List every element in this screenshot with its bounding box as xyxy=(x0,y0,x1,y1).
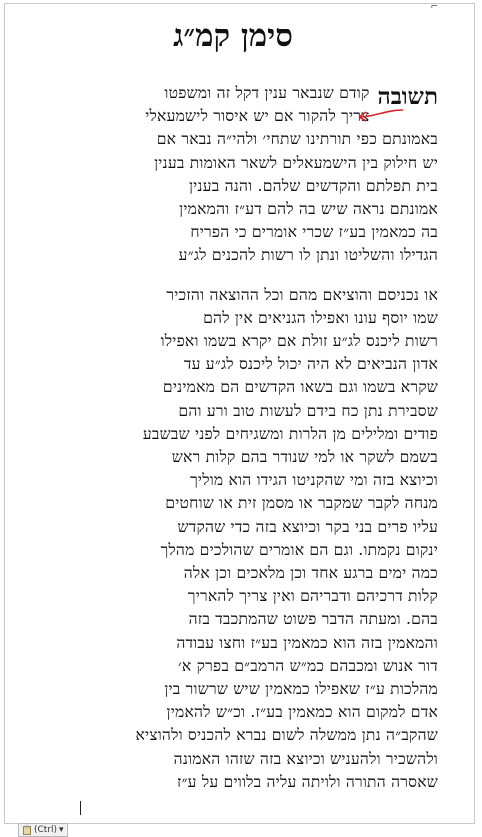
text-line: בשמם לשקר או למי שנודר בהם קלות ראש xyxy=(171,448,438,467)
text-line: פודים ומלילים מן הלרות ומשגיחים לפני שבשבע xyxy=(142,424,438,443)
text-line: שהקב״ה נתן ממשלה לשום נברא להכניס ולהוציא xyxy=(135,726,438,745)
text-line: רשות ליכנס לג״ע זולת אם יקרא בשמו ואפילו xyxy=(160,332,438,351)
text-line: בית תפלתם והקדשים שלהם. והנה בענין xyxy=(188,176,438,195)
red-arrow-icon xyxy=(355,104,405,124)
chevron-down-icon: ▾ xyxy=(59,825,64,835)
corner-mark: ⌐ xyxy=(430,2,438,12)
text-line: הגדילו והשליטו ונתן לו רשות להכנים לג״ע xyxy=(178,246,438,265)
text-line: יש חילוק בין הישמעאלים לשאר האומות בענין xyxy=(154,153,438,172)
text-line: בהם. ומעתה הדבר פשוט שהמתכבד בזה xyxy=(188,610,438,629)
text-line: צריך להקור אם יש איסור לישמעאלי xyxy=(145,107,370,126)
text-line: באמונתם כפי תורתינו שתחי׳ ולהי״ה נבאר אם xyxy=(156,130,438,149)
text-line: אמונתם נראה שיש בה להם דע״ז והמאמין xyxy=(179,200,438,219)
text-line: ינקום נקמתו. וגם הם אומרים שהולכים מהלך xyxy=(160,540,438,559)
text-line: וכיוצא בזה ומי שהקניטו הגידו הוא מוליך xyxy=(190,471,438,490)
text-line: דור אנוש ומכבהם כמ״ש הרמב״ם בפרק א׳ xyxy=(178,656,438,675)
page-title: סימן קמ״ג xyxy=(173,18,293,54)
text-line: קלות דרכיהם ודבריהם ואין צריך להאריך xyxy=(187,587,438,606)
text-line: שמו יוסף עונו ואפילו הגניאים אין להם xyxy=(203,308,438,327)
text-line: שאסרה התורה ולויתה עליה בלווים על ע״ז xyxy=(177,772,438,791)
text-line: שקרא בשמו וגם בשאו הקדשים הם מאמינים xyxy=(162,378,438,397)
paragraph-2 xyxy=(28,284,438,794)
text-line: מהלכות ע״ז שאפילו כמאמין שיש שרשור בין xyxy=(164,680,438,699)
answer-heading: תשובה xyxy=(377,83,438,110)
text-line: ולהשכיר ולהעניש וכיוצא בזה שזהו האמונה xyxy=(173,749,438,768)
text-line: כמה ימים ברגע אחד וכן מלאכים וכן אלה xyxy=(183,564,438,583)
text-line: קודם שנבאר ענין דקל זה ומשפטו xyxy=(164,84,370,102)
text-line: בה כמאמין בע״ז שכרי אומרים כי הפריח xyxy=(190,223,438,242)
text-line: שסבירת נתן כח בידם לעשות טוב ורע והם xyxy=(178,401,438,420)
clipboard-icon xyxy=(22,825,32,835)
text-line: או נכניסם והוציאם מהם וכל ההוצאה והזכיר xyxy=(166,285,438,304)
text-line: והמאמין בזה הוא כמאמין בע״ז וחצו עבודה xyxy=(176,633,438,652)
text-cursor xyxy=(80,801,81,815)
paste-options-label: (Ctrl) xyxy=(34,825,58,835)
text-line: אדם למקום הוא כמאמין בע״ז. וכ״ש להאמין xyxy=(166,703,438,722)
paste-options-button[interactable] xyxy=(18,823,68,837)
document-page xyxy=(28,18,438,794)
text-line: עליו פרים בני בקר וכיוצא בזה כדי שהקדש xyxy=(177,517,438,536)
text-line: אדון הנביאים לא היה יכול ליכנס לג״ע עד xyxy=(183,355,438,374)
text-line: מנחה לקבר שמקבר או מסמן זית או שוחטים xyxy=(165,494,438,513)
